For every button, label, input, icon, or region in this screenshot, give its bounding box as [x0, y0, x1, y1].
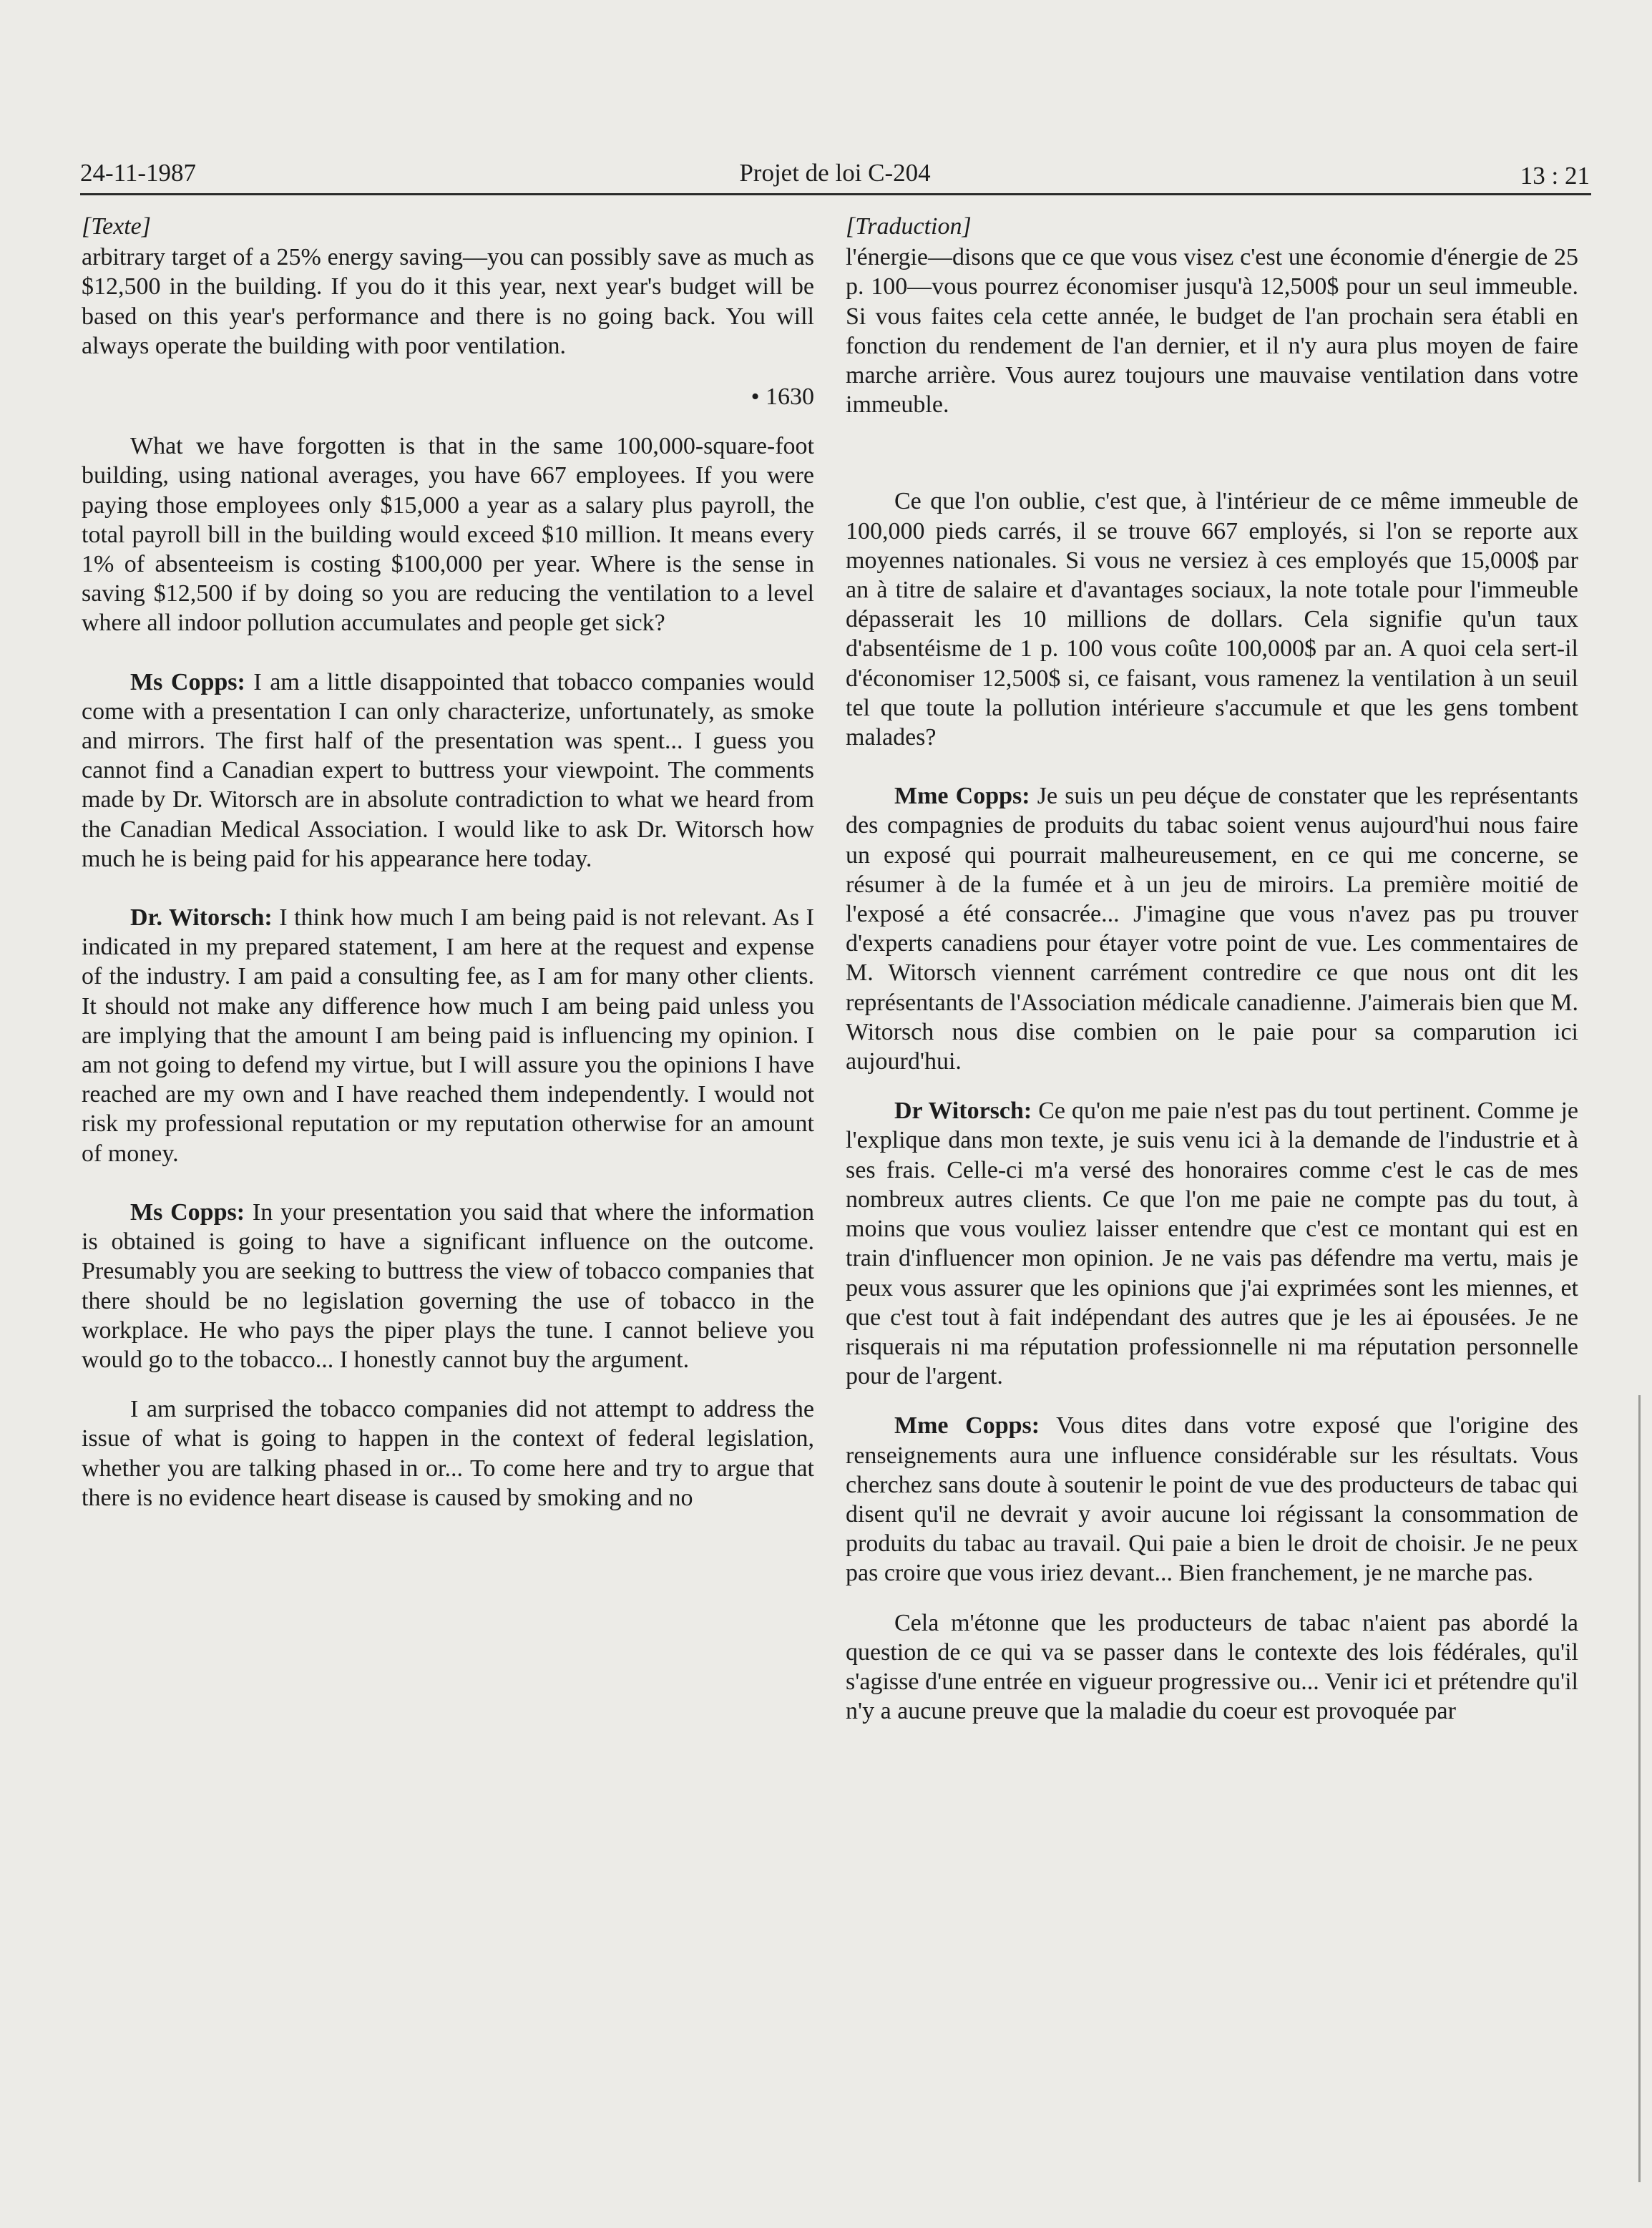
text-tag: [Texte] [82, 213, 151, 240]
speech-text: I am a little disappointed that tobacco companies would come with a presentation I can only characterize, unfortunately, as smoke and mirrors. The first half of the presentation was spent... I guess you cannot find a Canadian expert to buttress your viewpoint. The comments made by Dr. Witorsch are in absolute contradiction to what we heard from the Canadian Medical Association. I would like to ask Dr. Witorsch how much he is being paid for his appearance here today. [82, 668, 814, 872]
paragraph: Ce que l'on oublie, c'est que, à l'intérieur de ce même immeuble de 100,000 pieds carrés, il se trouve 667 employés, si l'on se reporte aux moyennes nationales. Si vous ne versiez à ces employés que 15,000$ par an à titre de salaire et d'avantages sociaux, la note totale pour l'immeuble dépasserait les 10 millions de dollars. Cela signifie qu'un taux d'absentéisme de 1 p. 100 vous coûte 100,000$ par an. A quoi cela sert-il d'économiser 12,500$ si, ce faisant, vous ramenez la ventilation à un seuil tel que toute la pollution intérieure s'accumule et que les gens tombent malades? [846, 488, 1578, 751]
paragraph [846, 1096, 1578, 1391]
english-column [82, 212, 814, 1513]
speaker-name: Mme Copps: [894, 783, 1030, 810]
paragraph [846, 1411, 1578, 1588]
paragraph: Cela m'étonne que les producteurs de tabac n'aient pas abordé la question de ce qui va se passer dans le contexte des lois fédérales, qu'il s'agisse d'une entrée en vigueur progressive ou... Venir ici et prétendre qu'il n'y a aucune preuve que la maladie du coeur est provoquée par [846, 1609, 1578, 1725]
header-date: 24-11-1987 [80, 159, 197, 187]
speaker-name: Ms Copps: [130, 1198, 245, 1226]
speaker-name: Ms Copps: [130, 668, 245, 695]
speaker-name: Dr. Witorsch: [130, 904, 273, 932]
translation-tag: [Traduction] [846, 213, 972, 240]
page-edge-shadow [1638, 1395, 1641, 2182]
speaker-name: Dr Witorsch: [894, 1098, 1032, 1125]
paragraph [846, 781, 1578, 1076]
paragraph: I am surprised the tobacco companies did not attempt to address the issue of what is going to happen in the context of federal legislation, whether you are talking phased in or... To come here and try to argue that there is no evidence heart disease is caused by smoking and no [82, 1396, 814, 1511]
paragraph [82, 1198, 814, 1374]
speech-text: Je suis un peu déçue de constater que les représentants des compagnies de produits du tabac soient venus aujourd'hui nous faire un exposé qui pourrait malheureusement, en ce qui me concerne, se résumer à de la fumée et à un jeu de miroirs. La première moitié de l'exposé a été consacrée... J'imagine que vous n'avez pas pu trouver d'experts canadiens pour étayer votre point de vue. Les commentaires de M. Witorsch viennent carrément contredire ce que nous ont dit les représentants de l'Association médicale canadienne. J'aimerais bien que M. Witorsch nous dise combien on le paie pour sa comparution ici aujourd'hui. [846, 783, 1578, 1075]
header-rule [80, 193, 1591, 195]
page-header [80, 153, 1590, 196]
paragraph: arbitrary target of a 25% energy saving—you can possibly save as much as $12,500 in the building. If you do it this year, next year's budget will be based on this year's performance and there is no going back. You will always operate the building with poor ventilation. [82, 244, 814, 359]
time-marker: • 1630 [751, 383, 814, 411]
french-column [846, 212, 1578, 1726]
paragraph: What we have forgotten is that in the same 100,000-square-foot building, using national averages, you have 667 employees. If you were paying those employees only $15,000 a year as a salary plus payroll, the total payroll bill in the building would exceed $10 million. It means every 1% of absenteeism is costing $100,000 per year. Where is the sense in saving $12,500 if by doing so you are reducing the ventilation to a level where all indoor pollution accumulates and people get sick? [82, 433, 814, 637]
header-page-number: 13 : 21 [1520, 162, 1590, 190]
speech-text: Vous dites dans votre exposé que l'origine des renseignements aura une influence considérable sur les résultats. Vous cherchez sans doute à soutenir le point de vue des producteurs de tabac qui disent qu'il ne devrait y avoir aucune loi régissant la consommation de produits du tabac au travail. Qui paie a bien le droit de choisir. Je ne peux pas croire que vous iriez devant... Bien franchement, je ne marche pas. [846, 1412, 1578, 1587]
speech-text: In your presentation you said that where the information is obtained is going to have a significant influence on the outcome. Presumably you are seeking to buttress the view of tobacco companies that there should be no legislation governing the use of tobacco in the workplace. He who pays the piper plays the tune. I cannot believe you would go to the tobacco... I honestly cannot buy the argument. [82, 1198, 814, 1373]
speaker-name: Mme Copps: [894, 1412, 1040, 1440]
paragraph [82, 903, 814, 1168]
paragraph: l'énergie—disons que ce que vous visez c'est une économie d'énergie de 25 p. 100—vous pourrez économiser jusqu'à 12,500$ pour un seul immeuble. Si vous faites cela cette année, le budget de l'an prochain sera établi en fonction du rendement de l'an dernier, et il n'y aura plus moyen de faire marche arrière. Vous aurez toujours une mauvaise ventilation dans votre immeuble. [846, 244, 1578, 419]
speech-text: I think how much I am being paid is not relevant. As I indicated in my prepared statement, I am here at the request and expense of the industry. I am paid a consulting fee, as I am for many other clients. It should not make any difference how much I am being paid unless you are implying that the amount I am being paid is influencing my opinion. I am not going to defend my virtue, but I will assure you the opinions I have reached are my own and I have reached them independently. I would not risk my professional reputation or my reputation otherwise for an amount of money. [82, 904, 814, 1167]
speech-text: Ce qu'on me paie n'est pas du tout pertinent. Comme je l'explique dans mon texte, je suis venu ici à la demande de l'industrie et à ses frais. Celle-ci m'a versé des honoraires comme c'est le cas de mes nombreux autres clients. Ce que l'on me paie ne compte pas du tout, à moins que vous vouliez laisser entendre que c'est ce montant qui est en train d'influencer mon opinion. Je ne vais pas défendre ma vertu, mais je peux vous assurer que les opinions que j'ai exprimées sont les miennes, et que c'est tout à fait indépendant des autres que je les ai épousées. Je ne risquerais ni ma réputation professionnelle ni ma réputation personnelle pour de l'argent. [846, 1098, 1579, 1390]
header-title: Projet de loi C-204 [739, 159, 931, 187]
paragraph [82, 668, 814, 874]
